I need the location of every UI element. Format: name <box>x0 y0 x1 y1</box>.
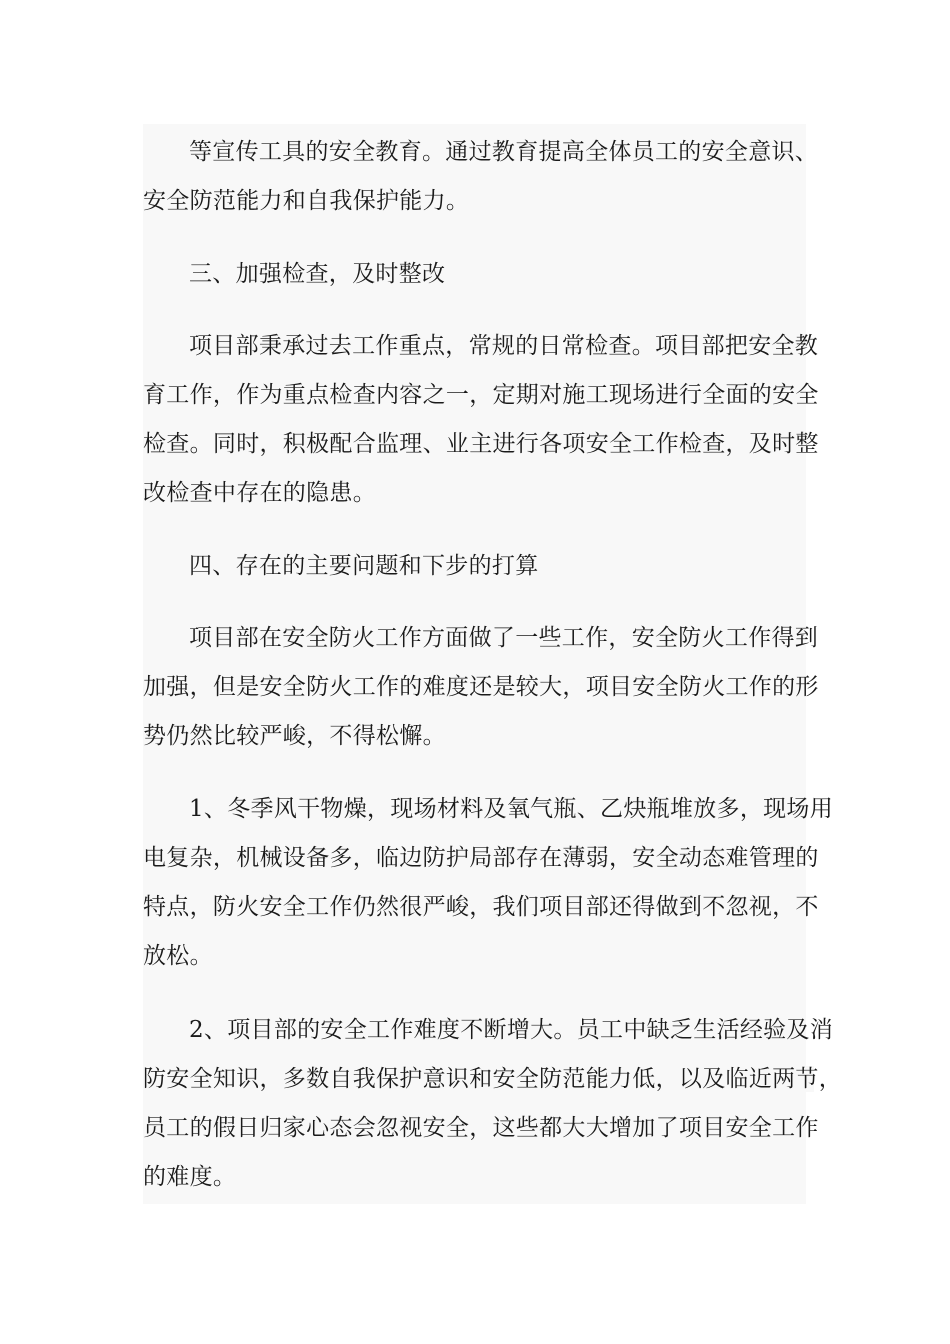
paragraph-safety-education <box>143 128 818 226</box>
text-line: 检查。同时，积极配合监理、业主进行各项安全工作检查，及时整 <box>143 431 819 457</box>
section-heading-inspection <box>143 250 818 299</box>
text-line: 项目部在安全防火工作方面做了一些工作，安全防火工作得到 <box>189 625 819 651</box>
text-line: 1、冬季风干物燥，现场材料及氧气瓶、乙炔瓶堆放多，现场用 <box>189 796 834 822</box>
text-line: 势仍然比较严峻，不得松懈。 <box>143 723 446 749</box>
text-line: 放松。 <box>143 943 213 969</box>
text-line: 的难度。 <box>143 1164 237 1190</box>
text-line: 等宣传工具的安全教育。通过教育提高全体员工的安全意识、 <box>189 139 819 165</box>
paragraph-item-1 <box>143 785 834 981</box>
paragraph-item-2 <box>143 1006 842 1202</box>
paragraph-inspection <box>143 322 818 518</box>
text-line: 育工作，作为重点检查内容之一，定期对施工现场进行全面的安全 <box>143 382 819 408</box>
section-heading-problems <box>143 542 818 591</box>
text-line: 2、项目部的安全工作难度不断增大。员工中缺乏生活经验及消 <box>189 1017 834 1043</box>
paragraph-fire-safety <box>143 614 818 761</box>
text-line: 加强，但是安全防火工作的难度还是较大，项目安全防火工作的形 <box>143 674 819 700</box>
text-line: 项目部秉承过去工作重点，常规的日常检查。项目部把安全教 <box>189 333 819 359</box>
text-line: 员工的假日归家心态会忽视安全，这些都大大增加了项目安全工作 <box>143 1115 819 1141</box>
text-line: 特点，防火安全工作仍然很严峻，我们项目部还得做到不忽视，不 <box>143 894 819 920</box>
text-line: 安全防范能力和自我保护能力。 <box>143 188 470 214</box>
heading-text: 四、存在的主要问题和下步的打算 <box>189 553 539 579</box>
text-line: 改检查中存在的隐患。 <box>143 480 376 506</box>
heading-text: 三、加强检查，及时整改 <box>189 261 446 287</box>
text-line: 防安全知识，多数自我保护意识和安全防范能力低，以及临近两节， <box>143 1066 842 1092</box>
text-line: 电复杂，机械设备多，临边防护局部存在薄弱，安全动态难管理的 <box>143 845 819 871</box>
